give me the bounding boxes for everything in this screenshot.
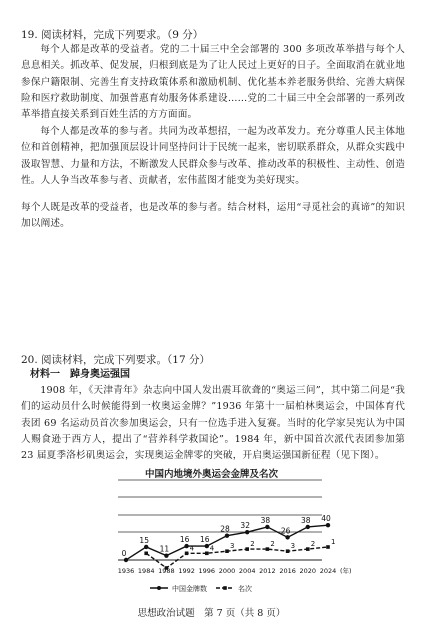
gold-point-2012 — [265, 525, 269, 529]
rank-point-1992 — [185, 552, 189, 556]
rank-point-1996 — [205, 552, 209, 556]
gold-label-2016: 26 — [280, 526, 291, 536]
rank-label-2012: 2 — [270, 540, 275, 549]
x-tick-1996: 1996 — [198, 567, 216, 575]
legend-gold-label: 中国金牌数 — [172, 585, 207, 593]
rank-point-2012 — [266, 547, 270, 551]
rank-label-1996: 4 — [209, 544, 215, 553]
gold-point-2004 — [245, 530, 249, 534]
x-tick-2004: 2004 — [238, 567, 256, 575]
gold-point-1992 — [184, 544, 188, 548]
x-tick-2012: 2012 — [259, 567, 276, 575]
rank-point-2004 — [245, 547, 249, 551]
question-20-title: 20. 阅读材料，完成下列要求。（17 分） — [21, 354, 210, 366]
q19-material-paragraph-1: 每个人都是改革的受益者。党的二十届三中全会部署的 300 多项改革举措与每个人息息相关。抓改革、促发展，归根到底是为了让人民过上更好的日子。全面取消在就业地参保户籍限制、完善生育支持政策体系和激励机制、优化基本养老服务供给、完善大病保险和医疗救助制度、加强普惠育幼服务体系建设……党的二十届三中全会部署的一系列改革举措直接关系到百姓生活的方方面面。 — [21, 44, 405, 121]
gold-label-2024: 40 — [321, 514, 331, 524]
gold-label-1992: 16 — [179, 535, 190, 545]
rank-point-2000 — [225, 549, 229, 553]
gold-label-2012: 38 — [260, 515, 271, 525]
x-tick-2024: 2024 — [319, 567, 337, 575]
gold-label-1984: 15 — [139, 535, 149, 545]
rank-label-2004: 2 — [250, 540, 255, 549]
rank-point-2020 — [306, 547, 310, 551]
q19-task: 每个人既是改革的受益者，也是改革的参与者。结合材料，运用“寻觅社会的真谛”的知识加以阐述。 — [21, 202, 405, 230]
gold-label-1996: 16 — [200, 535, 210, 545]
q19-material-paragraph-2: 每个人都是改革的参与者。共同为改革想招，一起为改革发力。充分尊重人民主体地位和首创精神，把加强顶层设计同坚持问计于民统一起来，密切联系群众，从群众实践中汲取智慧、力量和方法，不断激发人民群众参与改革、推动改革的积极性、主动性、创造性。人人争当改革参与者、贡献者，宏伟蓝图才能变为美好现实。 — [21, 126, 405, 186]
rank-point-2024 — [326, 545, 330, 549]
gold-point-1936 — [124, 558, 128, 562]
rank-label-2016: 3 — [290, 542, 296, 551]
rank-label-1992: 4 — [189, 544, 195, 553]
gold-point-2000 — [225, 533, 229, 537]
q20-material-paragraph-1: 1908 年，《天津青年》杂志向中国人发出震耳欲聋的“奥运三问”，其中第二问是“我们的运动员什么时候能得到一枚奥运金牌？”1936 年第十一届柏林奥运会，中国体育代表团 69 名运动员首次参加奥运会，只有一位选手进入复赛。当时的化学家吴宪认为中国人赐食逊于西方人，提出了“营养科学救国论”。1984 年，新中国首次派代表团参加第 23 届夏季洛杉矶奥运会，实现奥运金牌零的突破，开启奥运强国新征程（见下图）。 — [21, 385, 405, 462]
gold-point-1988 — [164, 553, 168, 557]
gold-label-1936: 0 — [121, 549, 127, 558]
x-tick-1936: 1936 — [117, 567, 135, 575]
gold-point-2024 — [326, 523, 330, 527]
gold-point-2016 — [285, 535, 289, 539]
chart-title: 中国内地境外奥运会金牌及名次 — [144, 469, 278, 480]
rank-point-2016 — [286, 549, 290, 553]
gold-point-1984 — [144, 545, 148, 549]
rank-label-2024: 1 — [331, 538, 336, 546]
gold-label-2004: 32 — [240, 521, 250, 531]
page-footer: 思想政治试题 第 7 页（共 8 页） — [137, 608, 286, 619]
gold-point-1996 — [205, 544, 209, 548]
legend-rank-label: 名次 — [238, 585, 252, 593]
question-19-title: 19. 阅读材料，完成下列要求。（9 分） — [21, 29, 204, 41]
x-tick-2016: 2016 — [279, 567, 296, 575]
x-tick-1992: 1992 — [178, 567, 195, 575]
x-tick-2000: 2000 — [218, 567, 236, 575]
gold-label-1988: 11 — [159, 544, 170, 554]
gold-point-2020 — [306, 525, 310, 529]
legend-rank-marker — [223, 586, 227, 590]
x-tick-1984: 1984 — [137, 567, 155, 575]
gold-label-2020: 38 — [301, 515, 311, 525]
rank-label-2020: 2 — [310, 540, 316, 549]
rank-point-1984 — [144, 552, 148, 556]
material-1-title: 材料一 踔身奥运强国 — [30, 369, 130, 380]
x-tick-1988: 1988 — [158, 567, 175, 575]
x-tick-2020: 2020 — [299, 567, 317, 575]
gold-label-2000: 28 — [220, 524, 230, 534]
series-line-rank — [146, 544, 328, 568]
rank-label-2000: 3 — [230, 542, 235, 551]
legend-gold-marker — [157, 586, 161, 590]
x-axis-unit: (年) — [340, 567, 352, 575]
